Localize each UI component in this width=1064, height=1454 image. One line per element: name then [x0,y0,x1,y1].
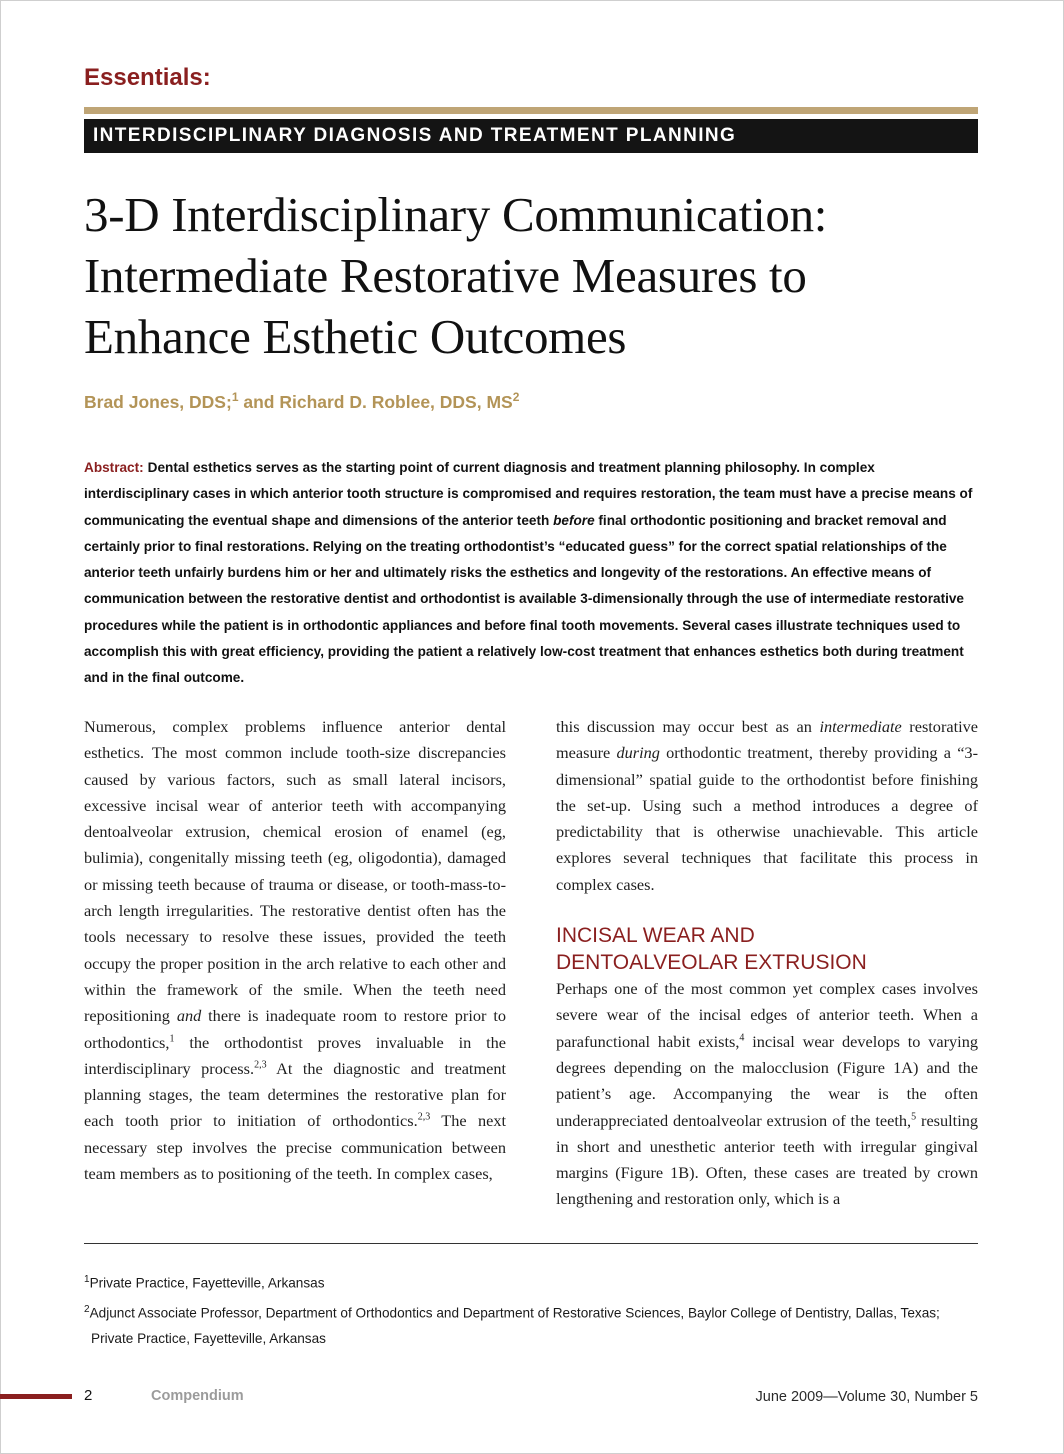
article-title [84,184,1004,367]
footer-accent-bar [0,1394,72,1399]
body-text: incisal wear develops to varying degrees depending on the malocclusion (Figure 1A) and the patient’s age. Accompanying the wear is the often underappreciated dentoalveolar extrusion of the teeth, [556,1031,978,1130]
footnote-2 [84,1297,984,1353]
author-1: Brad Jones, DDS; [84,391,232,412]
footnote-mark: 1 [84,1274,90,1285]
abstract-text-2: final orthodontic positioning and bracket removal and certainly prior to final restorations. Relying on the treating orthodontist’s “educated guess” for the correct spatial relationships of the anterior teeth unfairly burdens him or her and ultimately risks the esthetics and longevity of the restorations. An effective means of communication between the restorative dentist and orthodontist is available 3-dimensionally through the use of intermediate restorative procedures while the patient is in orthodontic appliances and before final tooth movements. Several cases illustrate techniques used to accomplish this with great efficiency, providing the patient a relatively low-cost treatment that enhances esthetics both during treatment and in the final outcome. [84,512,964,686]
citation-mark: 2,3 [254,1059,267,1071]
body-column-left [84,714,506,1187]
journal-name: Compendium [151,1388,244,1404]
footnote-divider [84,1243,978,1244]
section-kicker: Essentials: [84,64,211,91]
page-number: 2 [84,1387,93,1404]
section-banner: INTERDISCIPLINARY DIAGNOSIS AND TREATMENT PLANNING [84,119,978,153]
author-2: and Richard D. Roblee, DDS, MS [238,391,513,412]
citation-mark: 2,3 [417,1112,431,1124]
body-emphasis: and [176,1006,202,1026]
title-line-3: Enhance Esthetic Outcomes [84,309,627,364]
citation-mark: 1 [169,1033,175,1045]
footnote-text: Private Practice, Fayetteville, Arkansas [89,1275,325,1291]
body-text: this discussion may occur best as an [556,717,820,736]
body-text: Numerous, complex problems influence anterior dental esthetics. The most common include tooth-size discrepancies caused by various factors, such as small lateral incisors, excessive incisal wear of anterior teeth with accompanying dentoalveolar extrusion, chemical erosion of enamel (eg, bulimia), congenitally missing teeth (eg, oligodontia), damaged or missing teeth because of trauma or disease, or tooth-mass-to-arch length irregularities. The restorative dentist often has the tools necessary to resolve these issues, provided the teeth occupy the proper position in the arch relative to each other and within the framework of the smile. When the teeth need repositioning [84,717,506,1026]
body-text: At the diagnostic and treatment planning stages, the team determines the restorative plan for each tooth prior to initiation of orthodontics. [84,1058,507,1131]
footnote-1 [84,1267,984,1297]
issue-info: June 2009—Volume 30, Number 5 [755,1389,978,1405]
body-text: The next necessary step involves the precise communication between team members as to positioning of the teeth. In complex cases, [84,1111,506,1184]
title-line-1: 3-D Interdisciplinary Communication: [84,187,828,242]
body-emphasis: during [616,743,660,763]
author-line [84,390,519,413]
body-text: the orthodontist proves invaluable in the interdisciplinary process. [84,1032,506,1078]
footnote-mark: 2 [84,1303,90,1315]
abstract-text-1: Dental esthetics serves as the starting point of current diagnosis and treatment planning philosophy. In complex interdisciplinary cases in which anterior tooth structure is compromised and requires restoration, the team must have a precise means of communicating the eventual shape and dimensions of the anterior teeth [84,460,973,528]
abstract-emphasis: before [553,512,595,528]
section-heading [556,922,978,976]
title-line-2: Intermediate Restorative Measures to [84,248,807,303]
body-emphasis: intermediate [819,717,902,736]
section-paragraph [556,976,978,1213]
author-2-affiliation-mark: 2 [512,390,520,404]
footnotes [84,1267,984,1352]
author-1-affiliation-mark: 1 [231,390,239,404]
body-column-right [556,714,978,1213]
intro-paragraph [84,714,506,1187]
body-text: restorative measure [556,717,979,763]
body-text: resulting in short and unesthetic anterior teeth with irregular gingival margins (Figure 1B). Often, these cases are treated by crown lengthening and restoration only, which is a [556,1110,978,1209]
citation-mark: 4 [739,1032,745,1044]
section-heading-line-2: DENTOALVEOLAR EXTRUSION [556,951,867,975]
footnote-text: Adjunct Associate Professor, Department of Orthodontics and Department of Restorative Sciences, Baylor College of Dentistry, Dallas, Texas; Private Practice, Fayetteville, Arkansas [89,1305,940,1347]
abstract [84,455,978,692]
body-text: Perhaps one of the most common yet complex cases involves severe wear of the incisal edges of anterior teeth. When a parafunctional habit exists, [556,979,978,1051]
continued-paragraph [556,714,978,898]
body-text: orthodontic treatment, thereby providing a “3-dimensional” spatial guide to the orthodontist before finishing the set-up. Using such a method introduces a degree of predictability that is otherwise unachievable. This article explores several techniques that facilitate this process in complex cases. [556,743,978,894]
body-text: there is inadequate room to restore prior to orthodontics, [84,1006,506,1052]
gold-divider [84,107,978,114]
citation-mark: 5 [911,1111,917,1123]
section-heading-line-1: INCISAL WEAR AND [556,924,755,948]
abstract-label: Abstract: [84,460,144,475]
